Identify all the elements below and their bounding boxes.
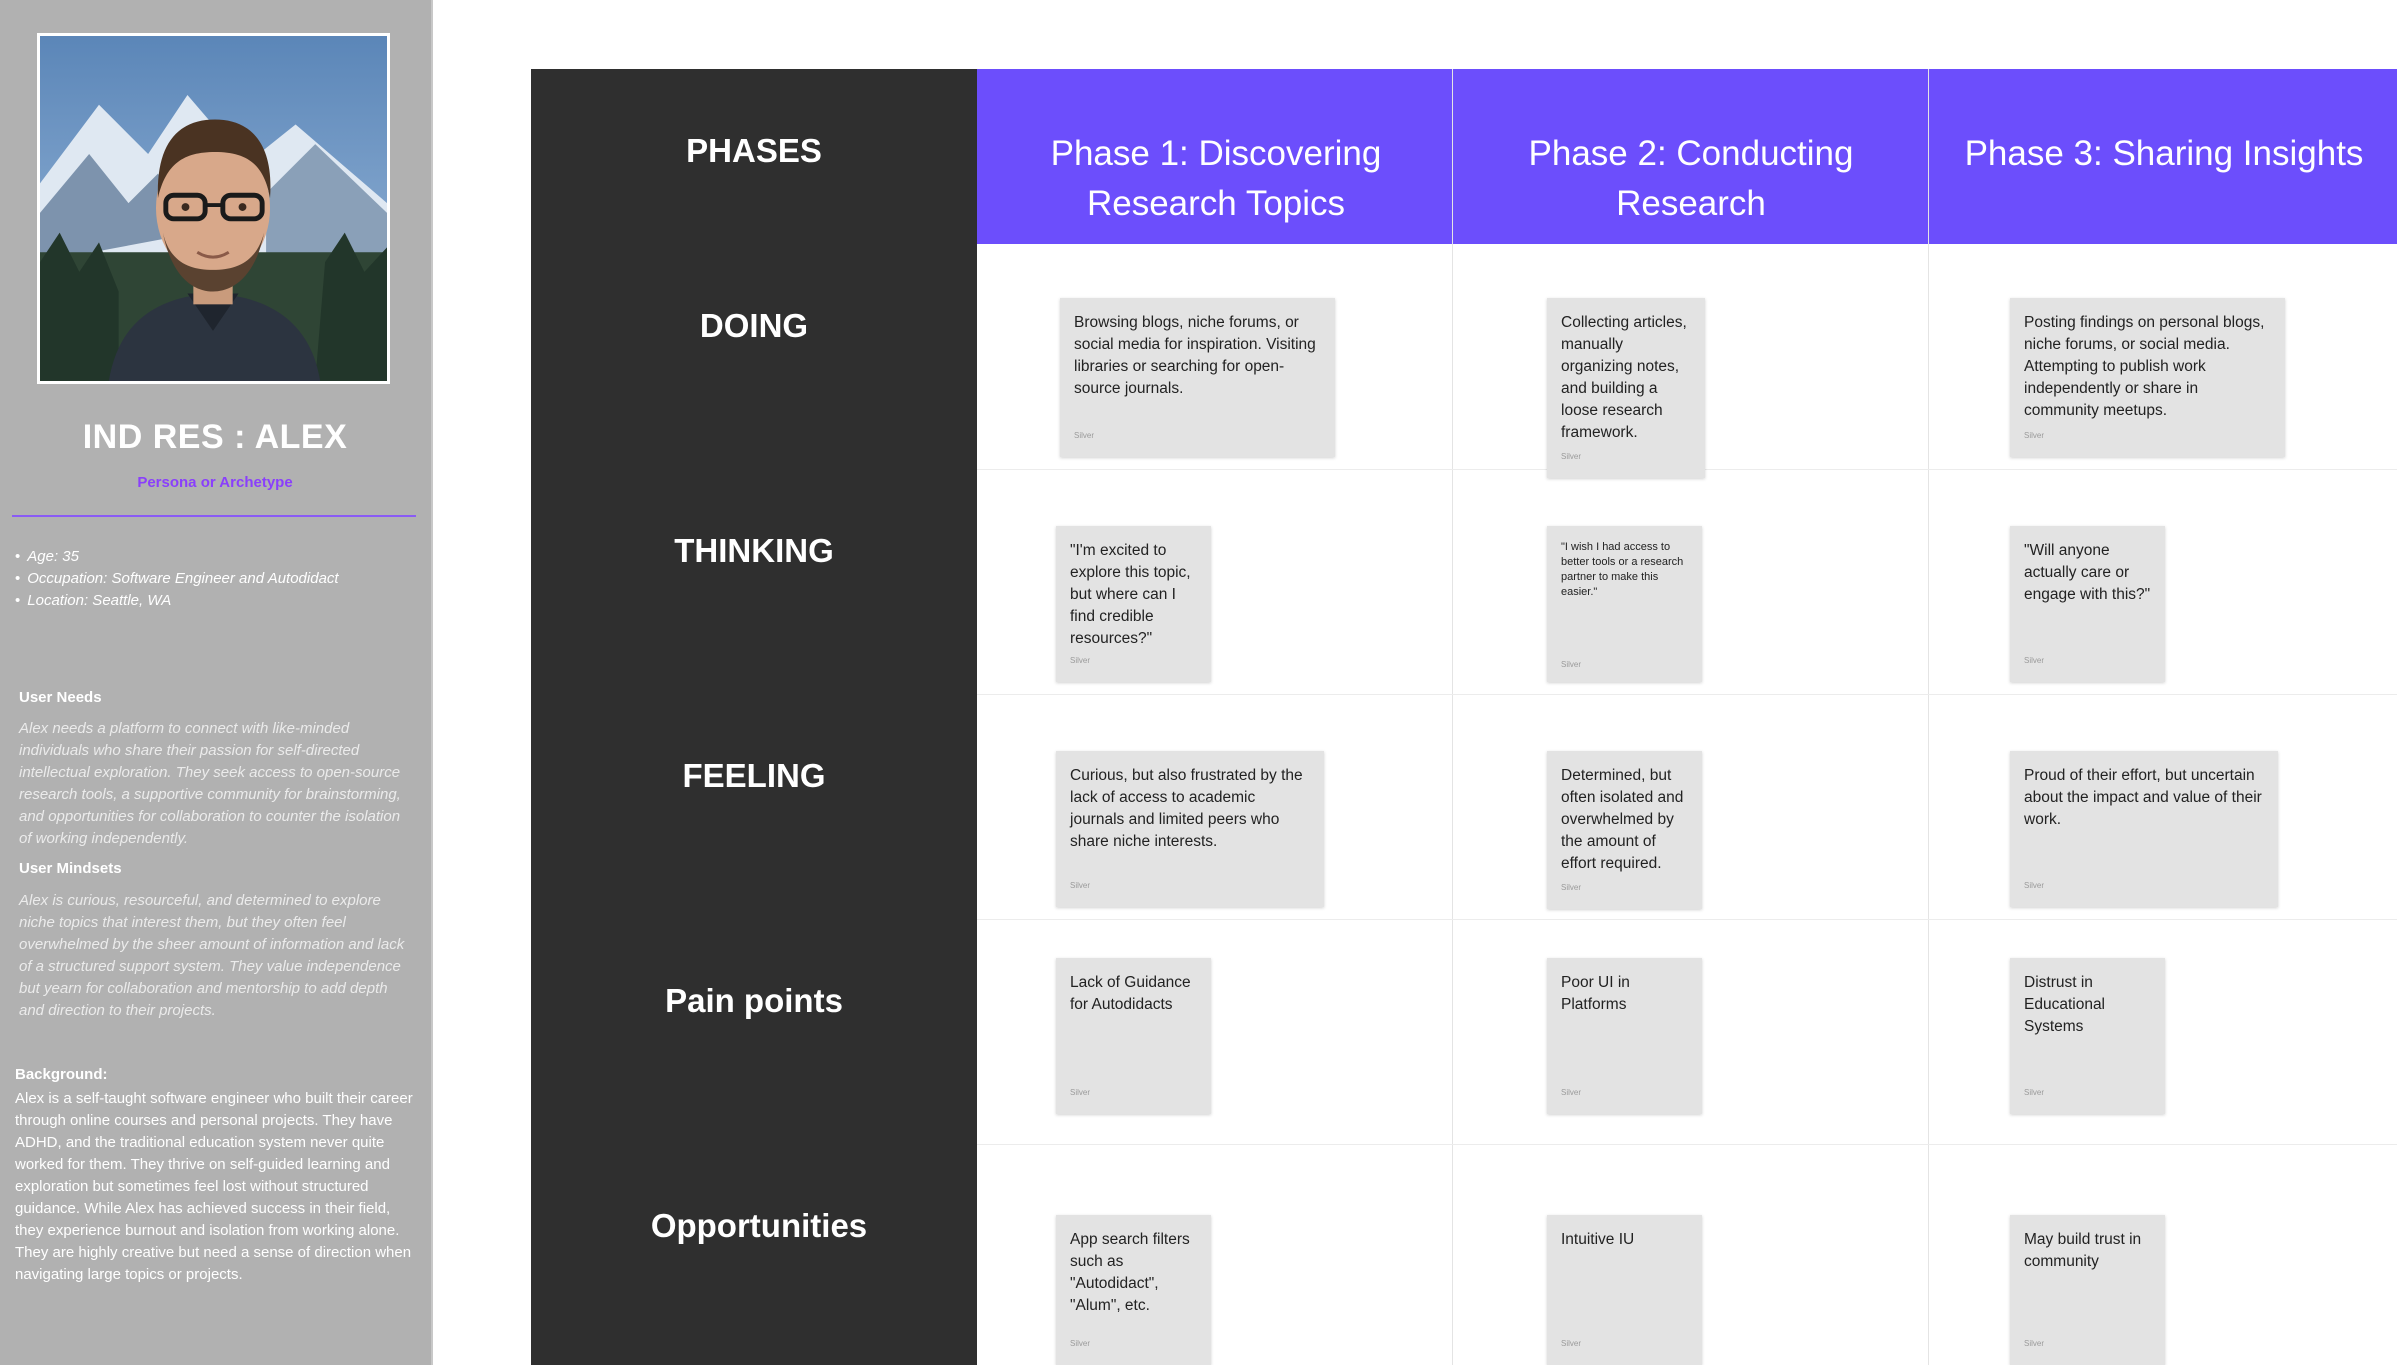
phase-header-2: Phase 2: Conducting Research: [1528, 134, 1854, 223]
note-author-tag: Silver: [1070, 1088, 1091, 1097]
sticky-note-thinking-phase-2[interactable]: [1547, 526, 1702, 682]
user-needs-title: User Needs: [19, 689, 102, 706]
sticky-note-doing-phase-3[interactable]: [2010, 298, 2285, 457]
column-divider: [1452, 69, 1453, 1365]
note-author-tag: Silver: [1561, 1088, 1582, 1097]
persona-fact-location: • Location: Seattle, WA: [28, 590, 339, 612]
note-text: Distrust in Educational Systems: [2024, 974, 2106, 1035]
row-header-doing: DOING: [699, 307, 809, 344]
note-author-tag: Silver: [1070, 656, 1091, 665]
user-mindsets-text: Alex is curious, resourceful, and determined to explore niche topics that interest them, but they often feel overwhelmed by the sheer amount of information and lack of a structured support system. They value independence but yearn for collaboration and mentorship to add depth and direction to their projects.: [19, 892, 405, 1019]
sticky-note-opportunity-phase-3[interactable]: [2010, 1215, 2165, 1365]
note-author-tag: Silver: [1561, 660, 1582, 669]
sticky-note-doing-phase-1[interactable]: [1060, 298, 1335, 457]
note-author-tag: Silver: [1561, 452, 1582, 461]
column-divider: [1928, 69, 1929, 1365]
row-header-pain-points: Pain points: [665, 982, 843, 1019]
note-text: Browsing blogs, niche forums, or social media for inspiration. Visiting libraries or searching for open-source journals.: [1074, 314, 1316, 397]
persona-fact-occupation: • Occupation: Software Engineer and Autodidact: [28, 568, 339, 590]
user-needs-text: Alex needs a platform to connect with like-minded individuals who share their passion for self-directed intellectual exploration. They seek access to open-source research tools, a supportive community for brainstorming, and opportunities for collaboration to counter the isolation of working independently.: [19, 720, 401, 847]
note-author-tag: Silver: [1074, 431, 1095, 440]
sticky-note-thinking-phase-1[interactable]: [1056, 526, 1211, 682]
note-author-tag: Silver: [2024, 656, 2045, 665]
journey-map: [531, 69, 2397, 1365]
note-author-tag: Silver: [1561, 1339, 1582, 1348]
background-text: Alex is a self-taught software engineer who built their career through online courses and personal projects. They have ADHD, and the traditional education system never quite worked for them. They thrive on self-guided learning and exploration but sometimes feel lost without structured guidance. While Alex has achieved success in their field, they experience burnout and isolation from working alone. They are highly creative but need a sense of direction when navigating large topics or projects.: [15, 1090, 413, 1283]
persona-divider: [12, 515, 416, 517]
sticky-note-feeling-phase-2[interactable]: [1547, 751, 1702, 909]
user-mindsets-title: User Mindsets: [19, 860, 122, 877]
note-author-tag: Silver: [1561, 883, 1582, 892]
sticky-note-doing-phase-2[interactable]: [1547, 298, 1705, 478]
persona-card: [0, 0, 433, 1365]
note-author-tag: Silver: [2024, 881, 2045, 890]
note-text: Poor UI in Platforms: [1561, 974, 1630, 1013]
note-text: App search filters such as "Autodidact", "Alum", etc.: [1070, 1231, 1190, 1314]
note-text: Intuitive IU: [1561, 1231, 1635, 1248]
sticky-note-thinking-phase-3[interactable]: [2010, 526, 2165, 682]
persona-fact-age: • Age: 35: [28, 546, 339, 568]
note-text: Curious, but also frustrated by the lack of access to academic journals and limited peers who share niche interests.: [1070, 767, 1303, 850]
note-author-tag: Silver: [1070, 1339, 1091, 1348]
row-divider: [977, 919, 2397, 920]
note-text: "I'm excited to explore this topic, but where can I find credible resources?": [1070, 542, 1191, 647]
sticky-note-feeling-phase-1[interactable]: [1056, 751, 1324, 907]
row-header-thinking: THINKING: [674, 532, 834, 569]
persona-facts-list: [28, 546, 339, 612]
sticky-note-opportunity-phase-2[interactable]: [1547, 1215, 1702, 1365]
note-text: "I wish I had access to better tools or a research partner to make this easier.": [1561, 541, 1684, 598]
note-text: "Will anyone actually care or engage with this?": [2024, 542, 2151, 603]
note-author-tag: Silver: [2024, 431, 2045, 440]
row-header-column: [531, 69, 977, 1365]
row-header-feeling: FEELING: [682, 757, 826, 794]
sticky-note-pain-point-phase-2[interactable]: [1547, 958, 1702, 1114]
note-text: Determined, but often isolated and overwhelmed by the amount of effort required.: [1561, 767, 1684, 872]
note-text: Proud of their effort, but uncertain about the impact and value of their work.: [2024, 767, 2262, 828]
note-text: Posting findings on personal blogs, niche forums, or social media. Attempting to publish work independently or share in community meetups.: [2024, 314, 2265, 419]
phase-header-1: Phase 1: Discovering Research Topics: [1050, 134, 1382, 223]
row-header-opportunities: Opportunities: [650, 1207, 868, 1244]
sticky-note-feeling-phase-3[interactable]: [2010, 751, 2278, 907]
row-divider: [977, 694, 2397, 695]
row-header-phases: PHASES: [686, 132, 822, 169]
note-author-tag: Silver: [2024, 1339, 2045, 1348]
note-author-tag: Silver: [1070, 881, 1091, 890]
note-author-tag: Silver: [2024, 1088, 2045, 1097]
note-text: Collecting articles, manually organizing notes, and building a loose research framework.: [1561, 314, 1687, 441]
sticky-note-opportunity-phase-1[interactable]: [1056, 1215, 1211, 1365]
persona-name: IND RES : ALEX: [82, 418, 348, 456]
sticky-note-pain-point-phase-1[interactable]: [1056, 958, 1211, 1114]
sticky-note-pain-point-phase-3[interactable]: [2010, 958, 2165, 1114]
persona-portrait-image: [40, 36, 387, 381]
note-text: May build trust in community: [2024, 1231, 2142, 1270]
persona-type-label: Persona or Archetype: [137, 474, 293, 491]
row-divider: [977, 1144, 2397, 1145]
phase-header-3: Phase 3: Sharing Insights: [1964, 134, 2364, 173]
background-title: Background:: [15, 1066, 108, 1083]
persona-photo: [37, 33, 390, 384]
note-text: Lack of Guidance for Autodidacts: [1070, 974, 1191, 1013]
